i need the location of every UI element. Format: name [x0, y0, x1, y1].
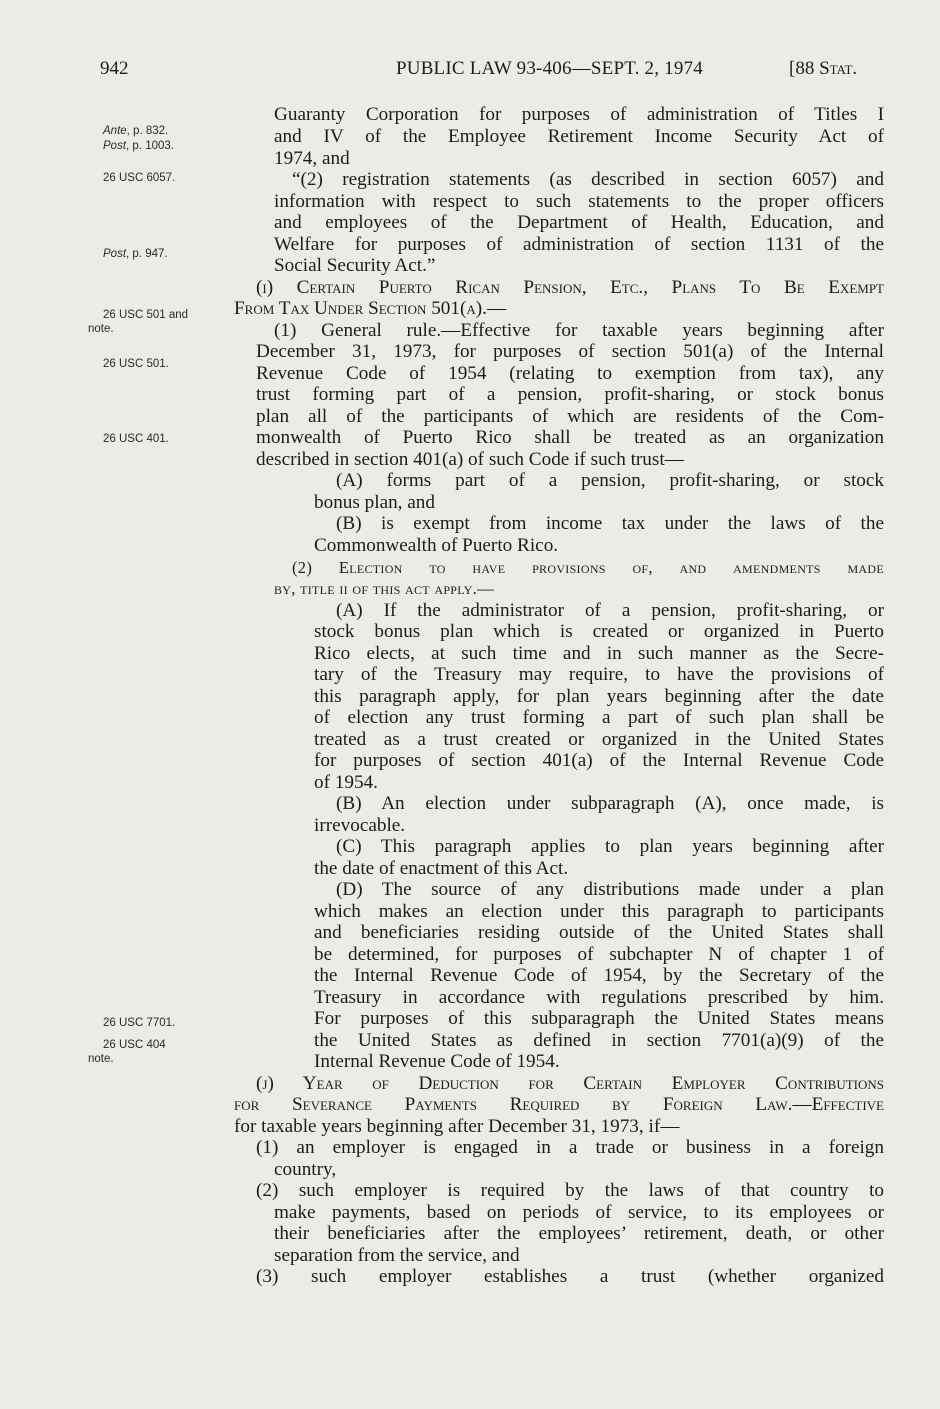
- text-line: (1) an employer is engaged in a trade or business in a foreign: [256, 1137, 884, 1158]
- text-line: 1974, and: [274, 148, 350, 169]
- text-line: Internal Revenue Code of 1954.: [314, 1051, 560, 1072]
- text-line: (2) such employer is required by the laws of that country to: [256, 1180, 884, 1201]
- text-line: (A) If the administrator of a pension, profit-sharing, or: [336, 600, 884, 621]
- margin-note: note.: [88, 1053, 114, 1065]
- text-line: (D) The source of any distributions made under a plan: [336, 879, 884, 900]
- margin-note: 26 USC 7701.: [103, 1017, 176, 1029]
- text-line: “(2) registration statements (as described in section 6057) and: [292, 169, 884, 190]
- text-line: stock bonus plan which is created or organized in Puerto: [314, 621, 884, 642]
- text-line: trust forming part of a pension, profit-sharing, or stock bonus: [256, 384, 884, 405]
- text-line: Treasury in accordance with regulations prescribed by him.: [314, 987, 884, 1008]
- text-line: information with respect to such statements to the proper officers: [274, 191, 884, 212]
- page-header: [0, 58, 940, 84]
- text-line: the date of enactment of this Act.: [314, 858, 569, 879]
- text-line: (3) such employer establishes a trust (whether organized: [256, 1266, 884, 1287]
- text-line: and employees of the Department of Health, Education, and: [274, 212, 884, 233]
- text-line: tary of the Treasury may require, to have the provisions of: [314, 664, 884, 685]
- text-line: for taxable years beginning after December 31, 1973, if—: [234, 1116, 680, 1137]
- text-line: described in section 401(a) of such Code if such trust—: [256, 449, 684, 470]
- text-line: and beneficiaries residing outside of the United States shall: [314, 922, 884, 943]
- margin-note: 26 USC 501.: [103, 358, 169, 370]
- text-line: of election any trust forming a part of such plan shall be: [314, 707, 884, 728]
- section-heading: (2) Election to have provisions of, and amendments made: [292, 558, 884, 577]
- text-line: separation from the service, and: [274, 1245, 520, 1266]
- text-line: Welfare for purposes of administration of section 1131 of the: [274, 234, 884, 255]
- text-line: which makes an election under this paragraph to participants: [314, 901, 884, 922]
- margin-note: 26 USC 401.: [103, 433, 169, 445]
- page-number: 942: [100, 58, 129, 79]
- text-line: irrevocable.: [314, 815, 406, 836]
- text-line: country,: [274, 1159, 337, 1180]
- margin-note: Ante, p. 832.: [103, 125, 169, 137]
- text-line: of 1954.: [314, 772, 378, 793]
- text-line: make payments, based on periods of service, to its employees or: [274, 1202, 884, 1223]
- text-line: monwealth of Puerto Rico shall be treated as an organization: [256, 427, 884, 448]
- text-line: Commonwealth of Puerto Rico.: [314, 535, 559, 556]
- text-line: Guaranty Corporation for purposes of administration of Titles I: [274, 104, 884, 125]
- text-line: the United States as defined in section 7701(a)(9) of the: [314, 1030, 884, 1051]
- section-heading: for Severance Payments Required by Foreign Law.—Effective: [234, 1094, 884, 1115]
- margin-note: Post, p. 947.: [103, 248, 168, 260]
- section-heading: by, title ii of this act apply.—: [274, 579, 494, 598]
- text-line: (B) is exempt from income tax under the laws of the: [336, 513, 884, 534]
- text-line: (C) This paragraph applies to plan years beginning after: [336, 836, 884, 857]
- text-line: Rico elects, at such time and in such manner as the Secre-: [314, 643, 884, 664]
- text-line: be determined, for purposes of subchapter N of chapter 1 of: [314, 944, 884, 965]
- margin-note: Post, p. 1003.: [103, 140, 174, 152]
- section-heading: (i) Certain Puerto Rican Pension, Etc., Plans To Be Exempt: [256, 277, 884, 298]
- text-line: For purposes of this subparagraph the United States means: [314, 1008, 884, 1029]
- statute-reference: [88 Stat.: [789, 58, 858, 79]
- text-line: bonus plan, and: [314, 492, 435, 513]
- text-line: the Internal Revenue Code of 1954, by the Secretary of the: [314, 965, 884, 986]
- text-line: (1) General rule.—Effective for taxable years beginning after: [274, 320, 884, 341]
- running-title: PUBLIC LAW 93-406—SEPT. 2, 1974: [396, 58, 703, 79]
- text-line: (B) An election under subparagraph (A), once made, is: [336, 793, 884, 814]
- margin-note: 26 USC 501 and: [103, 309, 189, 321]
- text-line: plan all of the participants of which are residents of the Com-: [256, 406, 884, 427]
- section-heading: (j) Year of Deduction for Certain Employer Contributions: [256, 1073, 884, 1094]
- margin-note: note.: [88, 323, 114, 335]
- text-line: December 31, 1973, for purposes of section 501(a) of the Internal: [256, 341, 884, 362]
- text-line: Social Security Act.”: [274, 255, 436, 276]
- section-heading: From Tax Under Section 501(a).—: [234, 298, 507, 319]
- text-line: their beneficiaries after the employees’ retirement, death, or other: [274, 1223, 884, 1244]
- text-line: for purposes of section 401(a) of the Internal Revenue Code: [314, 750, 884, 771]
- text-line: Revenue Code of 1954 (relating to exemption from tax), any: [256, 363, 884, 384]
- margin-note: 26 USC 6057.: [103, 172, 176, 184]
- text-line: this paragraph apply, for plan years beginning after the date: [314, 686, 884, 707]
- margin-note: 26 USC 404: [103, 1039, 166, 1051]
- text-line: treated as a trust created or organized in the United States: [314, 729, 884, 750]
- text-line: (A) forms part of a pension, profit-sharing, or stock: [336, 470, 884, 491]
- text-line: and IV of the Employee Retirement Income Security Act of: [274, 126, 884, 147]
